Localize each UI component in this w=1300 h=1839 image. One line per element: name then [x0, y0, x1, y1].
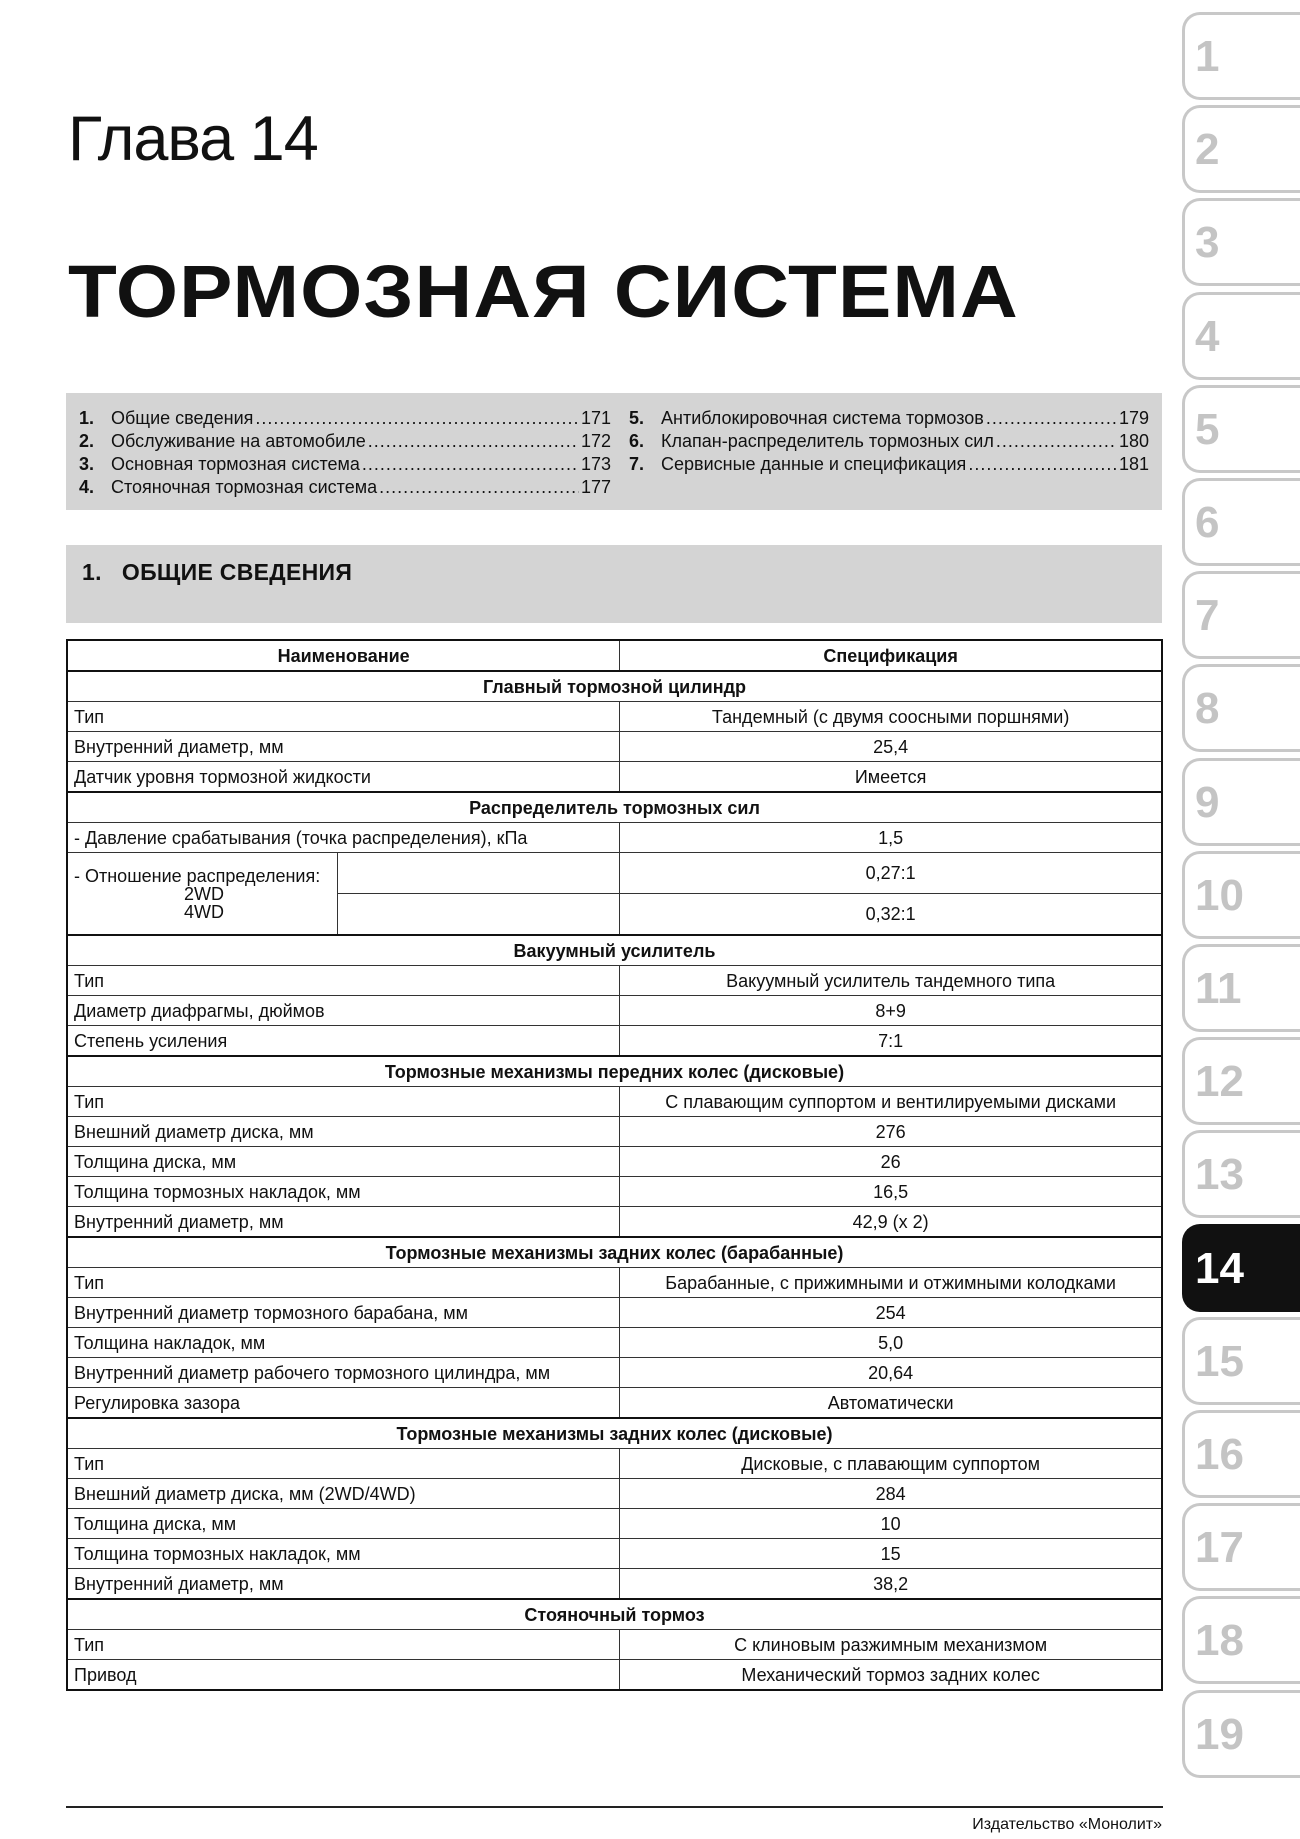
- table-group-title: Распределитель тормозных сил: [67, 792, 1162, 823]
- section-number: 1.: [82, 559, 102, 585]
- chapter-tab-1[interactable]: 1: [1182, 12, 1300, 100]
- table-cell-name: Тип: [67, 702, 620, 732]
- table-row: [67, 1479, 1162, 1509]
- toc-item-number: 5.: [629, 408, 645, 428]
- table-cell-spec: 284: [620, 1479, 1162, 1509]
- table-cell-spec: 26: [620, 1147, 1162, 1177]
- ratio-variant: 2WD: [184, 883, 224, 904]
- page-title: ТОРМОЗНАЯ СИСТЕМА: [68, 250, 1019, 333]
- table-cell-spec: 8+9: [620, 996, 1162, 1026]
- table-group-title: Главный тормозной цилиндр: [67, 671, 1162, 702]
- table-header-row: [67, 640, 1162, 671]
- table-cell-name: Тип: [67, 966, 620, 996]
- table-row: [67, 1268, 1162, 1298]
- chapter-tab-9[interactable]: 9: [1182, 758, 1300, 846]
- toc-leader-dots: [996, 430, 1117, 453]
- toc-item-label: Клапан-распределитель тормозных сил: [661, 431, 994, 451]
- chapter-tab-8[interactable]: 8: [1182, 664, 1300, 752]
- table-cell-spec: Автоматически: [620, 1388, 1162, 1419]
- table-cell-name: Толщина тормозных накладок, мм: [67, 1539, 620, 1569]
- toc-item-number: 2.: [79, 431, 95, 451]
- table-cell-spec: 20,64: [620, 1358, 1162, 1388]
- table-cell-spec: 1,5: [620, 823, 1162, 853]
- table-cell-name: Диаметр диафрагмы, дюймов: [67, 996, 620, 1026]
- table-cell-empty: [338, 853, 620, 894]
- table-cell-name: Внешний диаметр диска, мм (2WD/4WD): [67, 1479, 620, 1509]
- table-row: [67, 853, 1162, 894]
- table-cell-name: Привод: [67, 1660, 620, 1691]
- table-cell-spec: Дисковые, с плавающим суппортом: [620, 1449, 1162, 1479]
- table-cell-name: Толщина тормозных накладок, мм: [67, 1177, 620, 1207]
- table-row: [67, 1630, 1162, 1660]
- table-cell-name: Внутренний диаметр, мм: [67, 1569, 620, 1600]
- table-row: [67, 1147, 1162, 1177]
- chapter-tab-10[interactable]: 10: [1182, 851, 1300, 939]
- chapter-tab-15[interactable]: 15: [1182, 1317, 1300, 1405]
- toc-item[interactable]: [79, 407, 611, 430]
- toc-item-number: 1.: [79, 408, 95, 428]
- table-cell-name: [67, 853, 338, 936]
- table-row: [67, 762, 1162, 793]
- table-cell-spec: 0,27:1: [620, 853, 1162, 894]
- table-cell-spec: С плавающим суппортом и вентилируемыми дисками: [620, 1087, 1162, 1117]
- table-row: [67, 1177, 1162, 1207]
- toc-leader-dots: [986, 407, 1117, 430]
- table-row: [67, 966, 1162, 996]
- toc-leader-dots: [968, 453, 1117, 476]
- toc-item-label: Основная тормозная система: [111, 454, 360, 474]
- column-header-spec: Спецификация: [620, 640, 1162, 671]
- table-row: [67, 1539, 1162, 1569]
- chapter-tab-18[interactable]: 18: [1182, 1596, 1300, 1684]
- chapter-tab-3[interactable]: 3: [1182, 198, 1300, 286]
- table-group-title: Тормозные механизмы задних колес (дисковые): [67, 1418, 1162, 1449]
- table-group-title: Стояночный тормоз: [67, 1599, 1162, 1630]
- table-group-row: [67, 935, 1162, 966]
- section-title: [82, 559, 352, 586]
- spec-table: [66, 639, 1163, 1691]
- table-cell-name: Толщина диска, мм: [67, 1509, 620, 1539]
- table-cell-spec: 254: [620, 1298, 1162, 1328]
- toc-item-label: Стояночная тормозная система: [111, 477, 378, 497]
- table-cell-spec: 16,5: [620, 1177, 1162, 1207]
- chapter-label: Глава 14: [68, 104, 318, 174]
- toc-leader-dots: [379, 476, 579, 499]
- table-cell-spec: С клиновым разжимным механизмом: [620, 1630, 1162, 1660]
- table-cell-name: Тип: [67, 1268, 620, 1298]
- chapter-tab-16[interactable]: 16: [1182, 1410, 1300, 1498]
- table-of-contents: [66, 393, 1162, 510]
- toc-item-page: 177: [580, 477, 611, 497]
- toc-item-number: 6.: [629, 431, 645, 451]
- table-group-row: [67, 1599, 1162, 1630]
- table-cell-name: Регулировка зазора: [67, 1388, 620, 1419]
- section-header: [66, 545, 1162, 623]
- table-cell-spec: Имеется: [620, 762, 1162, 793]
- table-cell-name: Датчик уровня тормозной жидкости: [67, 762, 620, 793]
- section-title-text: ОБЩИЕ СВЕДЕНИЯ: [121, 559, 353, 585]
- table-cell-name: Толщина накладок, мм: [67, 1328, 620, 1358]
- table-group-row: [67, 671, 1162, 702]
- toc-item-number: 7.: [629, 454, 645, 474]
- toc-item-page: 171: [580, 408, 611, 428]
- chapter-tab-7[interactable]: 7: [1182, 571, 1300, 659]
- table-row: [67, 1660, 1162, 1691]
- table-row: [67, 1569, 1162, 1600]
- table-cell-name: Внешний диаметр диска, мм: [67, 1117, 620, 1147]
- table-row: [67, 1509, 1162, 1539]
- toc-leader-dots: [255, 407, 579, 430]
- publisher-footer: Издательство «Монолит»: [972, 1816, 1162, 1833]
- ratio-variant: 4WD: [184, 901, 224, 922]
- toc-item-page: 173: [580, 454, 611, 474]
- table-row: [67, 1388, 1162, 1419]
- table-row: [67, 702, 1162, 732]
- table-row: [67, 1298, 1162, 1328]
- table-cell-spec: 25,4: [620, 732, 1162, 762]
- toc-item[interactable]: [629, 407, 1149, 430]
- toc-item[interactable]: [79, 476, 611, 499]
- toc-column-left: [79, 407, 611, 499]
- toc-item-label: Антиблокировочная система тормозов: [661, 408, 984, 428]
- chapter-tab-5[interactable]: 5: [1182, 385, 1300, 473]
- chapter-tab-17[interactable]: 17: [1182, 1503, 1300, 1591]
- table-group-row: [67, 1237, 1162, 1268]
- table-row: [67, 1328, 1162, 1358]
- toc-item[interactable]: [79, 453, 611, 476]
- table-row: [67, 732, 1162, 762]
- toc-item-label: Сервисные данные и спецификация: [661, 454, 967, 474]
- toc-item-page: 179: [1118, 408, 1149, 428]
- table-group-title: Тормозные механизмы задних колес (барабанные): [67, 1237, 1162, 1268]
- table-row: [67, 1087, 1162, 1117]
- table-cell-spec: 0,32:1: [620, 894, 1162, 936]
- table-cell-spec: Механический тормоз задних колес: [620, 1660, 1162, 1691]
- chapter-tab-4[interactable]: 4: [1182, 292, 1300, 380]
- table-group-title: Вакуумный усилитель: [67, 935, 1162, 966]
- table-cell-spec: Вакуумный усилитель тандемного типа: [620, 966, 1162, 996]
- toc-item-label: Общие сведения: [111, 408, 254, 428]
- table-row: [67, 1358, 1162, 1388]
- table-cell-spec: 276: [620, 1117, 1162, 1147]
- table-cell-name: Внутренний диаметр, мм: [67, 1207, 620, 1238]
- table-cell-spec: 42,9 (х 2): [620, 1207, 1162, 1238]
- table-cell-spec: 5,0: [620, 1328, 1162, 1358]
- table-cell-empty: [338, 894, 620, 936]
- toc-item-page: 172: [580, 431, 611, 451]
- column-header-name: Наименование: [67, 640, 620, 671]
- table-group-title: Тормозные механизмы передних колес (дисковые): [67, 1056, 1162, 1087]
- table-cell-name: Внутренний диаметр тормозного барабана, мм: [67, 1298, 620, 1328]
- toc-item-number: 4.: [79, 477, 95, 497]
- chapter-tab-14[interactable]: 14: [1182, 1224, 1300, 1312]
- table-row: [67, 996, 1162, 1026]
- toc-item-label: Обслуживание на автомобиле: [111, 431, 366, 451]
- table-cell-spec: Тандемный (с двумя соосными поршнями): [620, 702, 1162, 732]
- chapter-tab-13[interactable]: 13: [1182, 1130, 1300, 1218]
- table-group-row: [67, 1056, 1162, 1087]
- toc-leader-dots: [368, 430, 579, 453]
- table-cell-spec: 10: [620, 1509, 1162, 1539]
- table-cell-name: Внутренний диаметр, мм: [67, 732, 620, 762]
- toc-item-number: 3.: [79, 454, 95, 474]
- table-cell-name: Тип: [67, 1449, 620, 1479]
- table-row: [67, 823, 1162, 853]
- table-cell-spec: 7:1: [620, 1026, 1162, 1057]
- table-row: [67, 1117, 1162, 1147]
- toc-item-page: 180: [1118, 431, 1149, 451]
- table-row: [67, 1449, 1162, 1479]
- chapter-tab-19[interactable]: 19: [1182, 1690, 1300, 1778]
- table-cell-spec: 38,2: [620, 1569, 1162, 1600]
- toc-item-page: 181: [1118, 454, 1149, 474]
- toc-leader-dots: [362, 453, 579, 476]
- chapter-tab-12[interactable]: 12: [1182, 1037, 1300, 1125]
- toc-item[interactable]: [629, 430, 1149, 453]
- table-cell-name: Внутренний диаметр рабочего тормозного цилиндра, мм: [67, 1358, 620, 1388]
- table-cell-spec: Барабанные, с прижимными и отжимными колодками: [620, 1268, 1162, 1298]
- footer-rule: [66, 1806, 1163, 1808]
- toc-column-right: [629, 407, 1149, 476]
- table-cell-spec: 15: [620, 1539, 1162, 1569]
- table-group-row: [67, 1418, 1162, 1449]
- table-cell-name: Толщина диска, мм: [67, 1147, 620, 1177]
- chapter-tab-6[interactable]: 6: [1182, 478, 1300, 566]
- toc-item[interactable]: [79, 430, 611, 453]
- toc-item[interactable]: [629, 453, 1149, 476]
- table-cell-name: Степень усиления: [67, 1026, 620, 1057]
- table-row: [67, 1026, 1162, 1057]
- table-row: [67, 1207, 1162, 1238]
- table-cell-name: Тип: [67, 1630, 620, 1660]
- chapter-tab-11[interactable]: 11: [1182, 944, 1300, 1032]
- chapter-tab-2[interactable]: 2: [1182, 105, 1300, 193]
- table-cell-name: Тип: [67, 1087, 620, 1117]
- table-group-row: [67, 792, 1162, 823]
- ratio-label: - Отношение распределения:: [74, 865, 321, 886]
- table-cell-name: - Давление срабатывания (точка распределения), кПа: [67, 823, 620, 853]
